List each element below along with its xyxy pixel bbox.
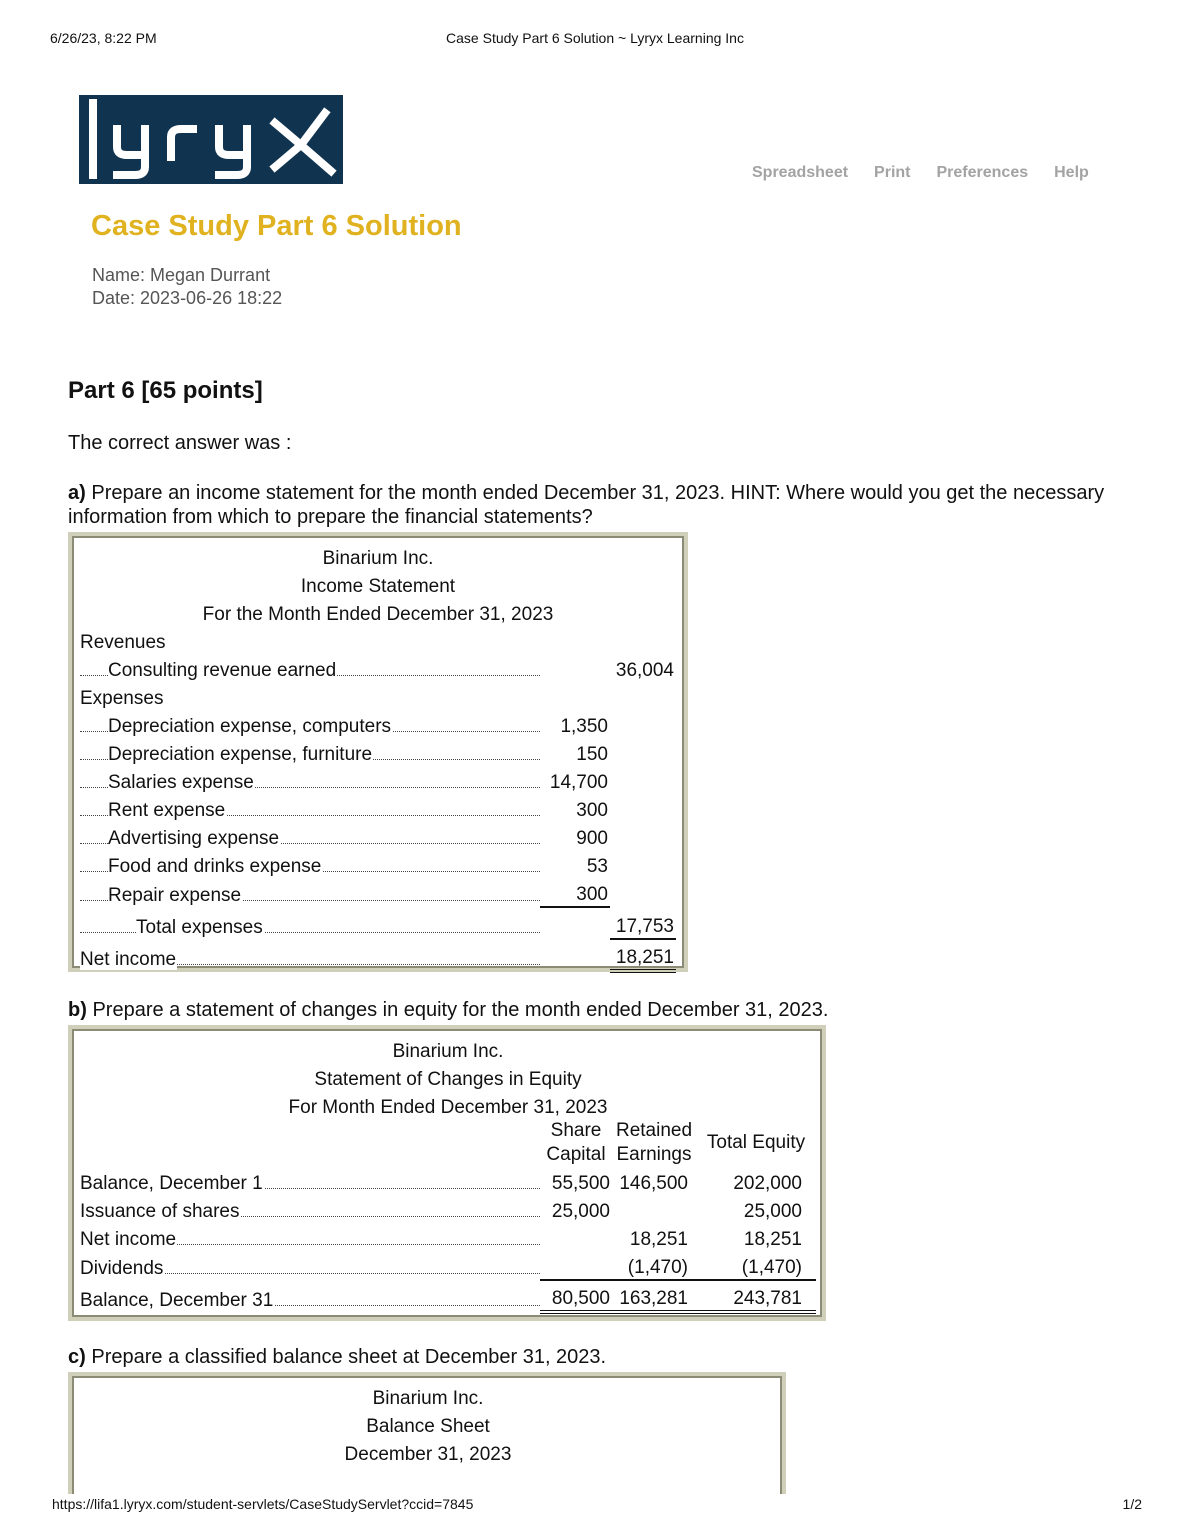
- is-period: For the Month Ended December 31, 2023: [202, 604, 554, 625]
- is-company: Binarium Inc.: [322, 548, 434, 569]
- is-expense-value: 900: [576, 828, 608, 849]
- is-expense-value: 150: [576, 744, 608, 765]
- table-row: [80, 1280, 816, 1312]
- is-net-income-value: 18,251: [610, 939, 676, 971]
- table-row: [80, 654, 676, 682]
- table-header-row: [80, 1119, 816, 1167]
- nav-print[interactable]: Print: [874, 164, 911, 181]
- eq-row-share: 55,500: [551, 1173, 610, 1194]
- is-expense-label: Depreciation expense, computers: [108, 716, 392, 737]
- question-c-label: c): [68, 1346, 86, 1368]
- print-page-title: Case Study Part 6 Solution ~ Lyryx Learning Inc: [446, 30, 744, 46]
- table-row: [80, 850, 676, 878]
- eq-row-total: (1,470): [696, 1251, 816, 1280]
- question-a-label: a): [68, 482, 86, 504]
- eq-row-retained: 146,500: [619, 1173, 688, 1194]
- eq-title: Statement of Changes in Equity: [314, 1069, 582, 1090]
- lyryx-logo[interactable]: [79, 95, 343, 184]
- is-expense-label: Food and drinks expense: [108, 856, 322, 877]
- income-statement: [68, 532, 688, 972]
- part-heading: Part 6 [65 points]: [68, 377, 263, 404]
- is-expense-value: 300: [540, 878, 610, 907]
- eq-row-retained: 18,251: [629, 1229, 688, 1250]
- table-row: [80, 738, 676, 766]
- is-revenue-label: Consulting revenue earned: [108, 660, 337, 681]
- eq-row-total: 25,000: [743, 1201, 802, 1222]
- eq-company: Binarium Inc.: [392, 1041, 504, 1062]
- eq-ending-label: Balance, December 31: [80, 1290, 274, 1311]
- is-revenues-label: Revenues: [80, 632, 166, 653]
- student-meta: [92, 264, 282, 310]
- table-row: [80, 1223, 816, 1251]
- eq-row-label: Balance, December 1: [80, 1173, 263, 1194]
- bs-title: Balance Sheet: [366, 1416, 490, 1437]
- eq-row-share: [540, 1251, 612, 1280]
- eq-col-share-1: Share: [550, 1120, 602, 1141]
- is-expenses-label: Expenses: [80, 688, 164, 709]
- question-a-text: Prepare an income statement for the month ended December 31, 2023. HINT: Where would you get the necessary information from which to prepare the financial statements?: [68, 482, 1105, 528]
- equity-statement: [68, 1025, 826, 1321]
- question-c: [68, 1345, 1128, 1369]
- page-title: Case Study Part 6 Solution: [91, 210, 462, 242]
- table-row: [80, 710, 676, 738]
- table-row: [80, 822, 676, 850]
- print-page-number: 1/2: [1122, 1496, 1142, 1512]
- eq-row-total: 18,251: [743, 1229, 802, 1250]
- is-expense-label: Depreciation expense, furniture: [108, 744, 373, 765]
- nav-preferences[interactable]: Preferences: [936, 164, 1029, 181]
- table-row: [80, 766, 676, 794]
- is-expense-label: Repair expense: [108, 885, 242, 906]
- bs-date: December 31, 2023: [344, 1444, 512, 1465]
- submission-date: Date: 2023-06-26 18:22: [92, 288, 283, 308]
- table-row: [80, 907, 676, 939]
- question-b-text: Prepare a statement of changes in equity for the month ended December 31, 2023.: [86, 999, 829, 1021]
- print-datetime: 6/26/23, 8:22 PM: [50, 30, 157, 46]
- is-expense-label: Rent expense: [108, 800, 226, 821]
- eq-ending-total: 243,781: [696, 1280, 816, 1312]
- eq-row-label: Issuance of shares: [80, 1201, 240, 1222]
- eq-col-share-2: Capital: [546, 1144, 606, 1165]
- top-nav: [752, 164, 1115, 182]
- is-total-expenses-label: Total expenses: [136, 917, 263, 938]
- answer-intro: The correct answer was :: [68, 432, 292, 454]
- nav-help[interactable]: Help: [1054, 164, 1089, 181]
- eq-ending-share: 80,500: [540, 1280, 612, 1312]
- is-expense-label: Salaries expense: [108, 772, 254, 793]
- student-name: Name: Megan Durrant: [92, 265, 271, 285]
- is-expense-value: 1,350: [560, 716, 608, 737]
- eq-col-retained-2: Earnings: [616, 1144, 692, 1165]
- eq-ending-retained: 163,281: [612, 1280, 696, 1312]
- question-c-text: Prepare a classified balance sheet at December 31, 2023.: [85, 1346, 607, 1368]
- eq-row-share: [540, 1223, 612, 1251]
- table-row: [80, 1195, 816, 1223]
- table-row: [80, 1251, 816, 1280]
- is-expense-value: 53: [586, 856, 608, 877]
- is-expense-value: 14,700: [549, 772, 608, 793]
- table-row: [80, 878, 676, 907]
- eq-row-label: Net income: [80, 1229, 177, 1250]
- lyryx-logo-icon: [79, 95, 343, 184]
- table-row: [80, 794, 676, 822]
- table-row: [80, 939, 676, 971]
- eq-col-share: [540, 1119, 612, 1167]
- eq-row-total: 202,000: [733, 1173, 802, 1194]
- question-a: [68, 481, 1128, 529]
- is-net-income-label: Net income: [80, 949, 177, 970]
- eq-col-retained: [612, 1119, 696, 1167]
- eq-col-total: Total Equity: [706, 1132, 806, 1153]
- question-b-label: b): [68, 999, 87, 1021]
- eq-row-label: Dividends: [80, 1258, 164, 1279]
- eq-period: For Month Ended December 31, 2023: [288, 1097, 608, 1118]
- balance-sheet: [68, 1372, 786, 1494]
- table-row: [80, 1167, 816, 1195]
- nav-spreadsheet[interactable]: Spreadsheet: [752, 164, 849, 181]
- question-b: [68, 998, 1128, 1022]
- is-total-expenses-value: 17,753: [610, 907, 676, 939]
- eq-row-retained: [612, 1195, 696, 1223]
- is-title: Income Statement: [300, 576, 456, 597]
- eq-col-retained-1: Retained: [615, 1120, 693, 1141]
- is-expense-label: Advertising expense: [108, 828, 280, 849]
- eq-row-share: 25,000: [551, 1201, 610, 1222]
- print-url: https://lifa1.lyryx.com/student-servlets/CaseStudyServlet?ccid=7845: [52, 1496, 474, 1512]
- is-revenue-value: 36,004: [615, 660, 674, 681]
- bs-company: Binarium Inc.: [372, 1388, 484, 1409]
- eq-row-retained: (1,470): [612, 1251, 696, 1280]
- is-expense-value: 300: [576, 800, 608, 821]
